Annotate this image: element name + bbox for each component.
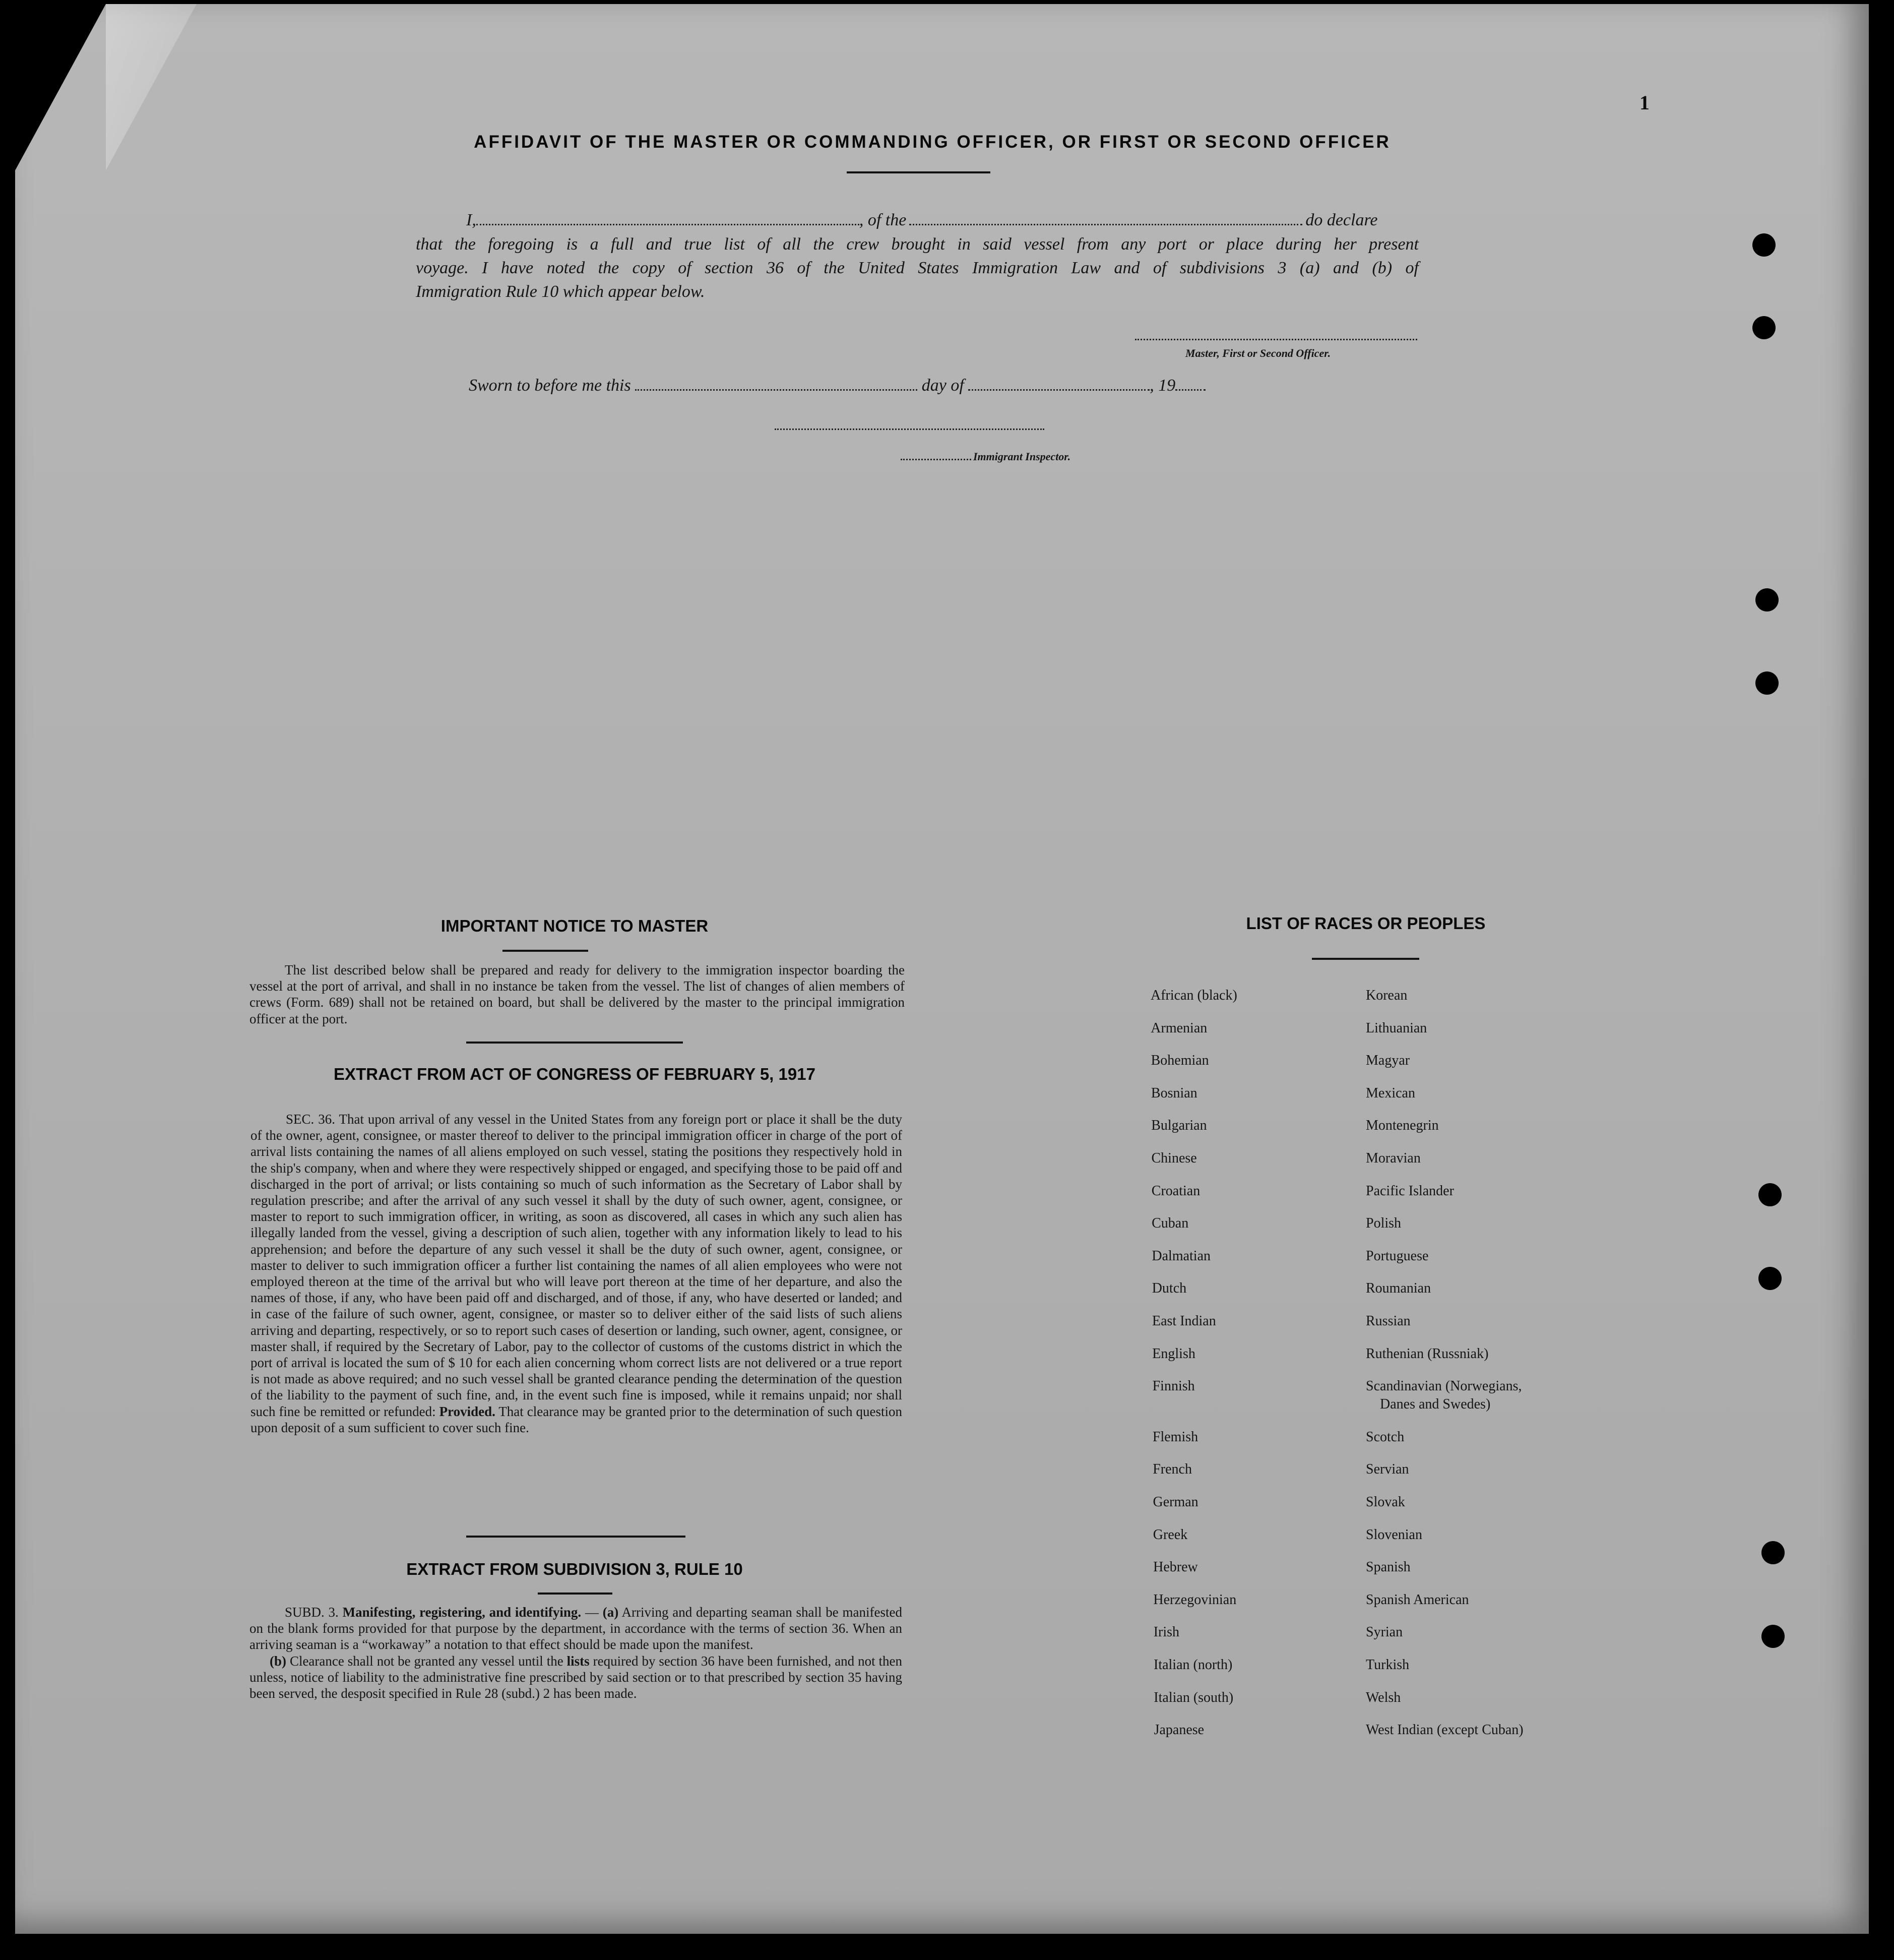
affidavit-title: AFFIDAVIT OF THE MASTER OR COMMANDING OFFICER, OR FIRST OR SECOND OFFICER (474, 132, 1391, 152)
declaration-line-4: Immigration Rule 10 which appear below. (416, 282, 705, 301)
race-item: Korean (1366, 988, 1408, 1003)
punch-hole (1755, 588, 1779, 611)
act-extract-text (250, 1111, 902, 1436)
race-item: Hebrew (1153, 1559, 1198, 1575)
declaration-line-2: that the foregoing is a full and true list of all the crew brought in said vessel from any port or place during her present (416, 235, 1419, 254)
race-item: Montenegrin (1366, 1118, 1439, 1134)
punch-hole (1761, 1625, 1785, 1648)
subd-prefix: SUBD. 3. (285, 1605, 339, 1620)
subd-heading: Manifesting, registering, and identifying. (342, 1605, 582, 1620)
act-paragraph (250, 1111, 902, 1436)
race-item: Syrian (1366, 1624, 1403, 1640)
race-item: Servian (1366, 1461, 1409, 1478)
race-item: Cuban (1152, 1215, 1189, 1232)
declarant-name-blank (476, 224, 859, 225)
race-item: Lithuanian (1366, 1020, 1427, 1036)
race-item: Italian (south) (1154, 1689, 1234, 1705)
race-item: Chinese (1151, 1150, 1197, 1166)
lists-word: lists (566, 1653, 590, 1669)
punch-hole (1758, 1183, 1782, 1206)
punch-hole (1761, 1541, 1785, 1564)
race-item: Mexican (1366, 1085, 1415, 1101)
subd-b-text-1: Clearance shall not be granted any vessel until the (289, 1653, 563, 1669)
master-signature-label: Master, First or Second Officer. (1185, 347, 1331, 359)
year-label: , 19 (1150, 376, 1176, 395)
punch-hole (1752, 316, 1776, 339)
race-item: Russian (1366, 1313, 1411, 1329)
race-item: Roumanian (1366, 1280, 1431, 1297)
rule-extract-title: EXTRACT FROM SUBDIVISION 3, RULE 10 (406, 1560, 743, 1578)
race-item: French (1153, 1461, 1192, 1478)
section-36-text: SEC. 36. That upon arrival of any vessel in the United States from any foreign port or place it shall be the duty of the owner, agent, consignee, or master thereof to deliver to the principal immigration officer in charge of the port of arrival lists containing the names of all aliens employed on such vessel, stating the positions they respectively hold in the ship's company, when and where they were respectively shipped or engaged, and specifying those to be paid off and discharged in the port of arrival; or lists containing so much of such information as the Secretary of Labor shall by regulation prescribe; and after the arrival of any such vessel it shall by the duty of such owner, agent, consignee, or master to report to such immigration officer, in writing, as soon as discovered, all cases in which any such alien has illegally landed from the vessel, giving a description of such alien, together with any information likely to lead to his apprehension; and before the departure of any such vessel it shall be the duty of such owner, agent, consignee, or master to deliver to such immigration officer a further list containing the names of all alien employees who were not employed thereon at the time of the arrival but who will leave port thereon at the time of her departure, and also the names of those, if any, who have been paid off and discharged, and of those, if any, who have deserted or landed; and in case of the failure of such owner, agent, consignee, or master so to deliver either of the said lists of such aliens arriving and departing, respectively, or so to report such cases of desertion or landing, such owner, agent, consignee, or master shall, if required by the Secretary of Labor, pay to the collector of customs of the customs district in which the port of arrival is located the sum of $ 10 for each alien concerning whom correct lists are not delivered or a true report is not made as above required; and no such vessel shall be granted clearance pending the determination of the question of the liability to the payment of such fine, and, in the event such fine is imposed, while it remains unpaid; nor shall such fine be remitted or refunded: (250, 1112, 902, 1419)
race-item: Scotch (1366, 1429, 1405, 1445)
notice-paragraph: The list described below shall be prepared and ready for delivery to the immigration inspector boarding the vessel at the port of arrival, and shall in no instance be taken from the vessel. The list of changes of alien members of crews (Form. 689) shall not be retained on board, but shall be delivered by the master to the principal immigration officer at the port. (249, 962, 905, 1026)
notice-title: IMPORTANT NOTICE TO MASTER (440, 916, 709, 935)
race-item: East Indian (1152, 1313, 1216, 1329)
race-item: Dutch (1152, 1280, 1187, 1297)
inspector-label-row (901, 450, 1070, 463)
race-item: Greek (1153, 1526, 1188, 1543)
race-item: Bohemian (1151, 1053, 1209, 1069)
races-underline (1312, 958, 1419, 960)
race-item: Portuguese (1366, 1248, 1429, 1264)
race-item: Finnish (1152, 1378, 1195, 1394)
declarant-prefix: I, (466, 211, 476, 229)
race-item: Slovenian (1366, 1526, 1422, 1543)
race-item: Slovak (1366, 1494, 1405, 1510)
race-item: Turkish (1366, 1657, 1410, 1673)
race-item: African (black) (1151, 988, 1237, 1003)
race-item: German (1153, 1494, 1198, 1510)
punch-hole (1755, 671, 1779, 695)
declaration-line-3: voyage. I have noted the copy of section 36 of the United States Immigration Law and of subdivisions 3 (a) and (b) of (416, 259, 1419, 277)
race-item: Japanese (1154, 1722, 1205, 1738)
race-item: Spanish American (1366, 1591, 1469, 1608)
vessel-name-blank (909, 224, 1302, 225)
subd-a-label: (a) (602, 1605, 619, 1620)
race-item: West Indian (except Cuban) (1366, 1722, 1524, 1738)
subd-a-text: Arriving and departing seaman shall be manifested on the blank forms provided for that purpose by the department, in accordance with the terms of section 36. When an arriving seaman is a “workaway” a notation to that effect should be made upon the manifest. (249, 1605, 903, 1652)
race-item: Bosnian (1151, 1085, 1197, 1101)
inspector-label: Immigrant Inspector. (973, 450, 1071, 463)
sworn-month-blank (968, 389, 1150, 391)
folded-page-corner (15, 4, 106, 170)
races-title: LIST OF RACES OR PEOPLES (1246, 914, 1486, 933)
master-signature-line (1135, 339, 1417, 340)
sworn-year-blank (1175, 389, 1206, 391)
declaration-line-1 (416, 211, 1419, 230)
race-item: Croatian (1151, 1183, 1201, 1199)
race-item: Pacific Islander (1366, 1183, 1454, 1199)
rule-extract-underline (538, 1592, 612, 1595)
section-divider (466, 1536, 685, 1538)
race-item: Moravian (1366, 1150, 1421, 1166)
provided-word: Provided. (439, 1403, 495, 1419)
subdivision-a (249, 1604, 902, 1653)
race-item: Magyar (1366, 1053, 1410, 1069)
race-item: Welsh (1366, 1689, 1401, 1705)
sworn-date-blank (635, 389, 917, 391)
race-item: Bulgarian (1151, 1118, 1207, 1134)
punch-hole (1752, 233, 1776, 257)
race-item: Spanish (1366, 1559, 1411, 1575)
section-divider (466, 1042, 683, 1044)
race-item: Ruthenian (Russniak) (1366, 1345, 1489, 1362)
race-item: Irish (1153, 1624, 1180, 1640)
subd-dash: — (585, 1605, 599, 1620)
sworn-prefix: Sworn to before me this (469, 376, 631, 395)
subd-b-label: (b) (270, 1653, 286, 1669)
sworn-line (469, 376, 1206, 395)
subd-b-text-2: required by section 36 have been furnished, and not then unless, notice of liability to the administrative fine prescribed by said section or to that prescribed by section 35 having been served, the desposit specified in Rule 28 (subd.) 2 has been made. (249, 1653, 903, 1701)
race-item: Scandinavian (Norwegians, (1366, 1378, 1522, 1394)
race-item: Polish (1366, 1215, 1402, 1232)
race-item: Italian (north) (1154, 1657, 1233, 1673)
notice-underline (502, 950, 588, 952)
inspector-name-blank (901, 459, 971, 460)
inspector-signature-line (775, 428, 1044, 430)
subdivision-b (249, 1653, 902, 1702)
notice-text (249, 962, 905, 1027)
race-item: Armenian (1151, 1020, 1208, 1036)
race-item: Flemish (1152, 1429, 1198, 1445)
punch-hole (1758, 1267, 1782, 1290)
of-the-label: , of the (859, 211, 907, 229)
section-36-text-end: That clearance may be granted prior to the determination of such question upon deposit of a sum sufficient to cover such fine. (250, 1403, 902, 1435)
title-underline (847, 171, 990, 173)
race-item: English (1152, 1345, 1195, 1362)
page-mark: 1 (1639, 91, 1650, 114)
rule-extract-text (249, 1604, 902, 1701)
day-of-label: day of (921, 376, 964, 395)
act-extract-title: EXTRACT FROM ACT OF CONGRESS OF FEBRUARY 5, 1917 (334, 1065, 815, 1083)
do-declare-label: do declare (1305, 211, 1378, 229)
race-item: Dalmatian (1152, 1248, 1211, 1264)
race-item-continuation: Danes and Swedes) (1380, 1396, 1491, 1413)
race-item: Herzegovinian (1153, 1591, 1237, 1608)
